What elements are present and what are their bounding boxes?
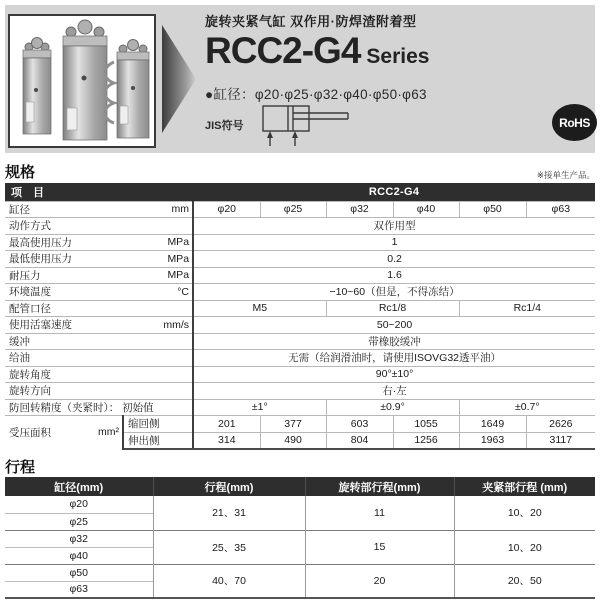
cell: 1 [193, 234, 595, 251]
cylinder-product-image [10, 16, 154, 146]
cell: ±1° [193, 399, 326, 416]
spec-row-min-pressure [5, 251, 595, 268]
rotate-stroke-cell: 20 [305, 564, 454, 598]
spec-row-proof-pressure [5, 267, 595, 284]
cell: 603 [326, 416, 393, 433]
jis-symbol-label: JIS符号 [205, 120, 244, 132]
rohs-logo-text: RoHS [559, 115, 590, 130]
cell: ±0.9° [326, 399, 459, 416]
bore-cell: φ25 [5, 513, 153, 530]
cell: 3117 [526, 432, 595, 449]
stroke-header-stroke: 行程(mm) [153, 477, 305, 496]
cell: φ40 [393, 201, 459, 218]
series-suffix: Series [366, 45, 430, 68]
spec-row-pressure-area-retract [5, 416, 595, 433]
spec-table [5, 183, 595, 450]
sub-row-label: 缩回侧 [123, 416, 193, 433]
row-label: 最高使用压力 [9, 236, 72, 249]
rotate-stroke-cell: 15 [305, 530, 454, 564]
row-unit: mm/s [163, 318, 190, 331]
row-label: 防回转精度（夹紧时）： 初始值 [9, 401, 154, 414]
spec-header-row [5, 183, 595, 201]
row-label: 缓冲 [9, 335, 30, 348]
cell: φ25 [260, 201, 326, 218]
cell: 490 [260, 432, 326, 449]
cell: 314 [193, 432, 260, 449]
row-label: 给油 [9, 352, 30, 365]
cell: 804 [326, 432, 393, 449]
rohs-logo [552, 104, 597, 141]
made-to-order-note: ※接单生产品。 [536, 170, 595, 180]
arrow-icon [162, 25, 196, 133]
bore-cell: φ63 [5, 581, 153, 598]
cell: 0.2 [193, 251, 595, 268]
stroke-table [5, 477, 595, 599]
jis-cylinder-symbol-icon [262, 103, 354, 154]
cell: M5 [193, 300, 326, 317]
cell: φ63 [526, 201, 595, 218]
bore-cell: φ40 [5, 547, 153, 564]
cell: 1055 [393, 416, 459, 433]
spec-row-max-pressure [5, 234, 595, 251]
spec-section-heading: 规格 [5, 164, 36, 181]
cell: 50~200 [193, 317, 595, 334]
bore-sizes-line: ●缸径：φ20·φ25·φ32·φ40·φ50·φ63 [205, 87, 427, 102]
stroke-cell: 21、31 [153, 496, 305, 530]
stroke-header-bore: 缸径(mm) [5, 477, 153, 496]
product-title [205, 31, 545, 79]
cell: 1963 [459, 432, 526, 449]
row-label: 环境温度 [9, 286, 51, 299]
row-label: 受压面积 [9, 426, 51, 439]
product-photo [8, 14, 156, 148]
cell: 1.6 [193, 267, 595, 284]
bore-cell: φ32 [5, 530, 153, 547]
cell: Rc1/8 [326, 300, 459, 317]
spec-row-rotation-direction [5, 383, 595, 400]
cell: φ50 [459, 201, 526, 218]
row-unit: MPa [167, 252, 190, 265]
spec-row-cushion [5, 333, 595, 350]
cell: 右·左 [193, 383, 595, 400]
cell: 无需（给润滑油时，请使用ISOVG32透平油） [193, 350, 595, 367]
cell: −10~60（但是，不得冻结） [193, 284, 595, 301]
spec-row-port-size [5, 300, 595, 317]
bore-cell: φ50 [5, 564, 153, 581]
cell: 1256 [393, 432, 459, 449]
spec-row-ambient-temp [5, 284, 595, 301]
cell: 带橡胶缓冲 [193, 333, 595, 350]
stroke-section-heading: 行程 [5, 459, 36, 476]
cell: 90°±10° [193, 366, 595, 383]
sub-row-label: 伸出侧 [123, 432, 193, 449]
stroke-header-row [5, 477, 595, 496]
row-label: 使用活塞速度 [9, 319, 72, 332]
row-label: 最低使用压力 [9, 253, 72, 266]
cell: Rc1/4 [459, 300, 595, 317]
stroke-cell: 40、70 [153, 564, 305, 598]
row-label: 动作方式 [9, 220, 51, 233]
stroke-cell: 25、35 [153, 530, 305, 564]
cell: φ20 [193, 201, 260, 218]
clamp-stroke-cell: 10、20 [454, 530, 595, 564]
cell: φ32 [326, 201, 393, 218]
stroke-header-clamp: 夹紧部行程 (mm) [454, 477, 595, 496]
cell: 双作用型 [193, 218, 595, 235]
stroke-row [5, 564, 595, 581]
bore-cell: φ20 [69, 498, 88, 511]
series-name: RCC2-G4 [205, 30, 361, 71]
cell: 1649 [459, 416, 526, 433]
stroke-row [5, 496, 595, 513]
spec-row-action [5, 218, 595, 235]
row-unit: mm [171, 203, 190, 216]
cell: 2626 [526, 416, 595, 433]
stroke-header-rotate: 旋转部行程(mm) [305, 477, 454, 496]
stroke-row [5, 530, 595, 547]
spec-row-anti-rotation-accuracy [5, 399, 595, 416]
spec-row-bore [5, 201, 595, 218]
rotate-stroke-cell: 11 [305, 496, 454, 530]
spec-row-rotation-angle [5, 366, 595, 383]
cell: 377 [260, 416, 326, 433]
row-unit: MPa [167, 236, 190, 249]
spec-header-series: RCC2-G4 [193, 183, 595, 201]
clamp-stroke-cell: 10、20 [454, 496, 595, 530]
row-label: 耐压力 [9, 269, 41, 282]
row-unit: MPa [167, 269, 190, 282]
clamp-stroke-cell: 20、50 [454, 564, 595, 598]
cell: ±0.7° [459, 399, 595, 416]
row-label: 缸径 [9, 203, 30, 216]
row-label: 旋转方向 [9, 385, 51, 398]
row-unit: °C [177, 285, 190, 298]
row-label: 配管口径 [9, 302, 51, 315]
spec-row-piston-speed [5, 317, 595, 334]
spec-row-lubrication [5, 350, 595, 367]
product-subtitle: 旋转夹紧气缸 双作用·防焊渣附着型 [205, 14, 417, 29]
cell: 201 [193, 416, 260, 433]
row-unit: mm² [98, 426, 119, 439]
row-label: 旋转角度 [9, 368, 51, 381]
spec-header-item: 项 目 [5, 183, 193, 201]
